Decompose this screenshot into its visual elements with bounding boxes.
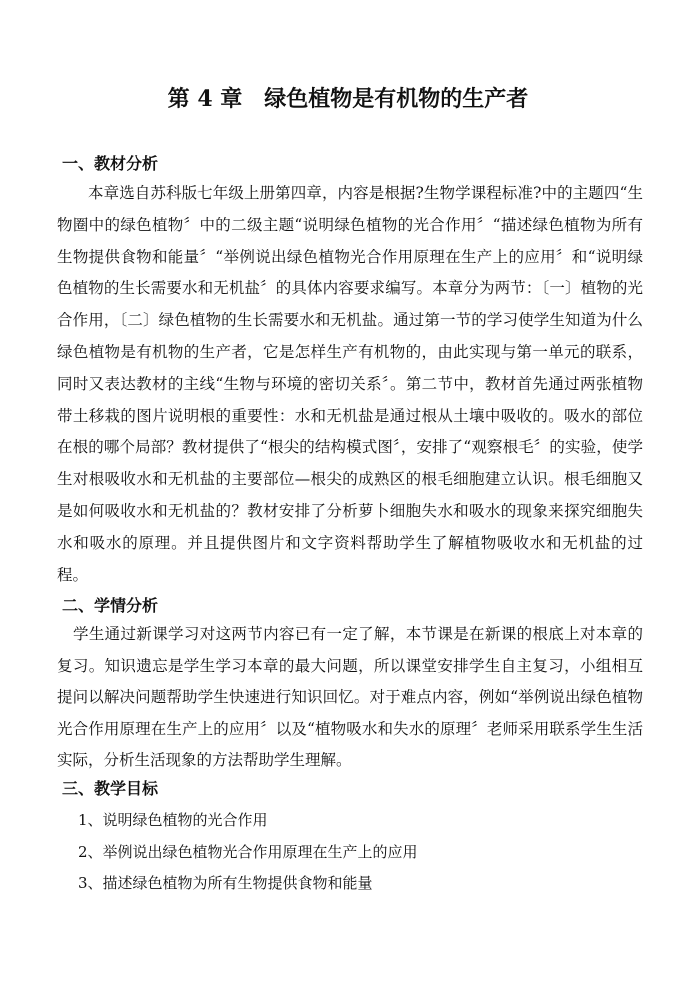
goal-item: 1、说明绿色植物的光合作用 xyxy=(78,811,268,829)
section-heading-student-analysis: 二、学情分析 xyxy=(62,596,159,615)
goal-item: 2、举例说出绿色植物光合作用原理在生产上的应用 xyxy=(78,843,418,861)
goal-item: 3、描述绿色植物为所有生物提供食物和能量 xyxy=(78,874,373,892)
section-heading-textbook-analysis: 一、教材分析 xyxy=(62,154,159,173)
section-paragraph-textbook-analysis: 本章选自苏科版七年级上册第四章，内容是根据?生物学课程标准?中的主题四“生物圈中的绿色植物〞中的二级主题“说明绿色植物的光合作用〞“描述绿色植物为所有生物提供食物和能量〞“举例说出绿色植物光合作用原理在生产上的应用〞和“说明绿色植物的生长需要水和无机盐〞的具体内容要求编写。本章分为两节：〔一〕植物的光合作用，〔二〕绿色植物的生长需要水和无机盐。通过第一节的学习使学生知道为什么绿色植物是有机物的生产者，它是怎样生产有机物的，由此实现与第一单元的联系，同时又表达教材的主线“生物与环境的密切关系〞。第二节中，教材首先通过两张植物带土移栽的图片说明根的重要性：水和无机盐是通过根从土壤中吸收的。吸水的部位在根的哪个局部？教材提供了“根尖的结构模式图〞，安排了“观察根毛〞的实验，使学生对根吸收水和无机盐的主要部位—根尖的成熟区的根毛细胞建立认识。根毛细胞又是如何吸收水和无机盐的？教材安排了分析萝卜细胞失水和吸水的现象来探究细胞失水和吸水的原理。并且提供图片和文字资料帮助学生了解植物吸收水和无机盐的过程。 xyxy=(57,184,643,584)
section-paragraph-student-analysis: 学生通过新课学习对这两节内容已有一定了解，本节课是在新课的根底上对本章的复习。知识遗忘是学生学习本章的最大问题，所以课堂安排学生自主复习，小组相互提问以解决问题帮助学生快速进行知识回忆。对于难点内容，例如“举例说出绿色植物光合作用原理在生产上的应用〞以及“植物吸水和失水的原理〞老师采用联系学生生活实际，分析生活现象的方法帮助学生理解。 xyxy=(57,625,643,770)
chapter-title: 第 4 章 绿色植物是有机物的生产者 xyxy=(167,86,529,112)
section-heading-teaching-goals: 三、教学目标 xyxy=(62,779,159,798)
